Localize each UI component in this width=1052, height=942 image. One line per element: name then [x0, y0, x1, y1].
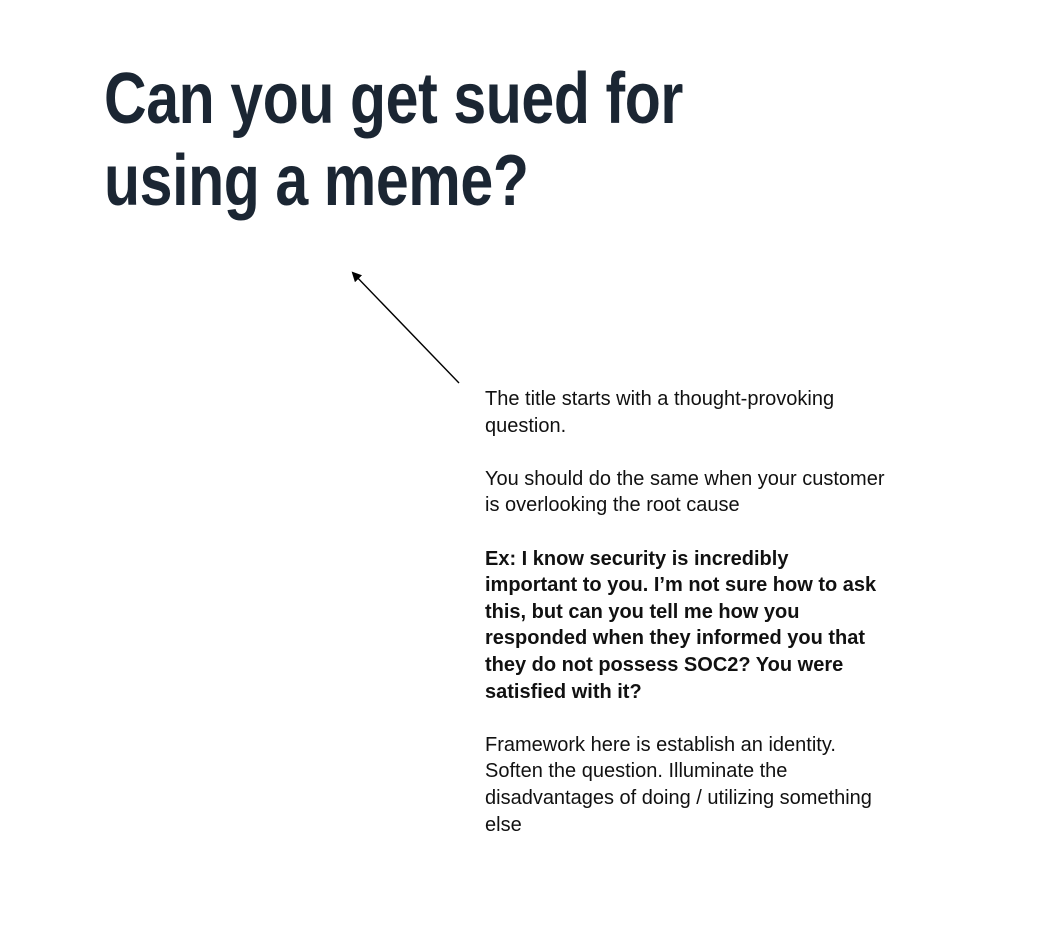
annotation-note	[485, 386, 885, 838]
annotation-framework: Framework here is establish an identity. Soften the question. Illuminate the disadvantages of doing / utilizing something else	[485, 733, 872, 836]
arrow-line	[353, 273, 459, 383]
article-title: Can you get sued for using a meme?	[104, 59, 683, 221]
annotation-advice: You should do the same when your customer is overlooking the root cause	[485, 467, 885, 517]
annotation-intro: The title starts with a thought-provoking question.	[485, 388, 835, 437]
annotation-example: Ex: I know security is incredibly important to you. I’m not sure how to ask this, but can you tell me how you responded when they informed you that they do not possess SOC2? You were satisfied with it?	[485, 547, 877, 703]
